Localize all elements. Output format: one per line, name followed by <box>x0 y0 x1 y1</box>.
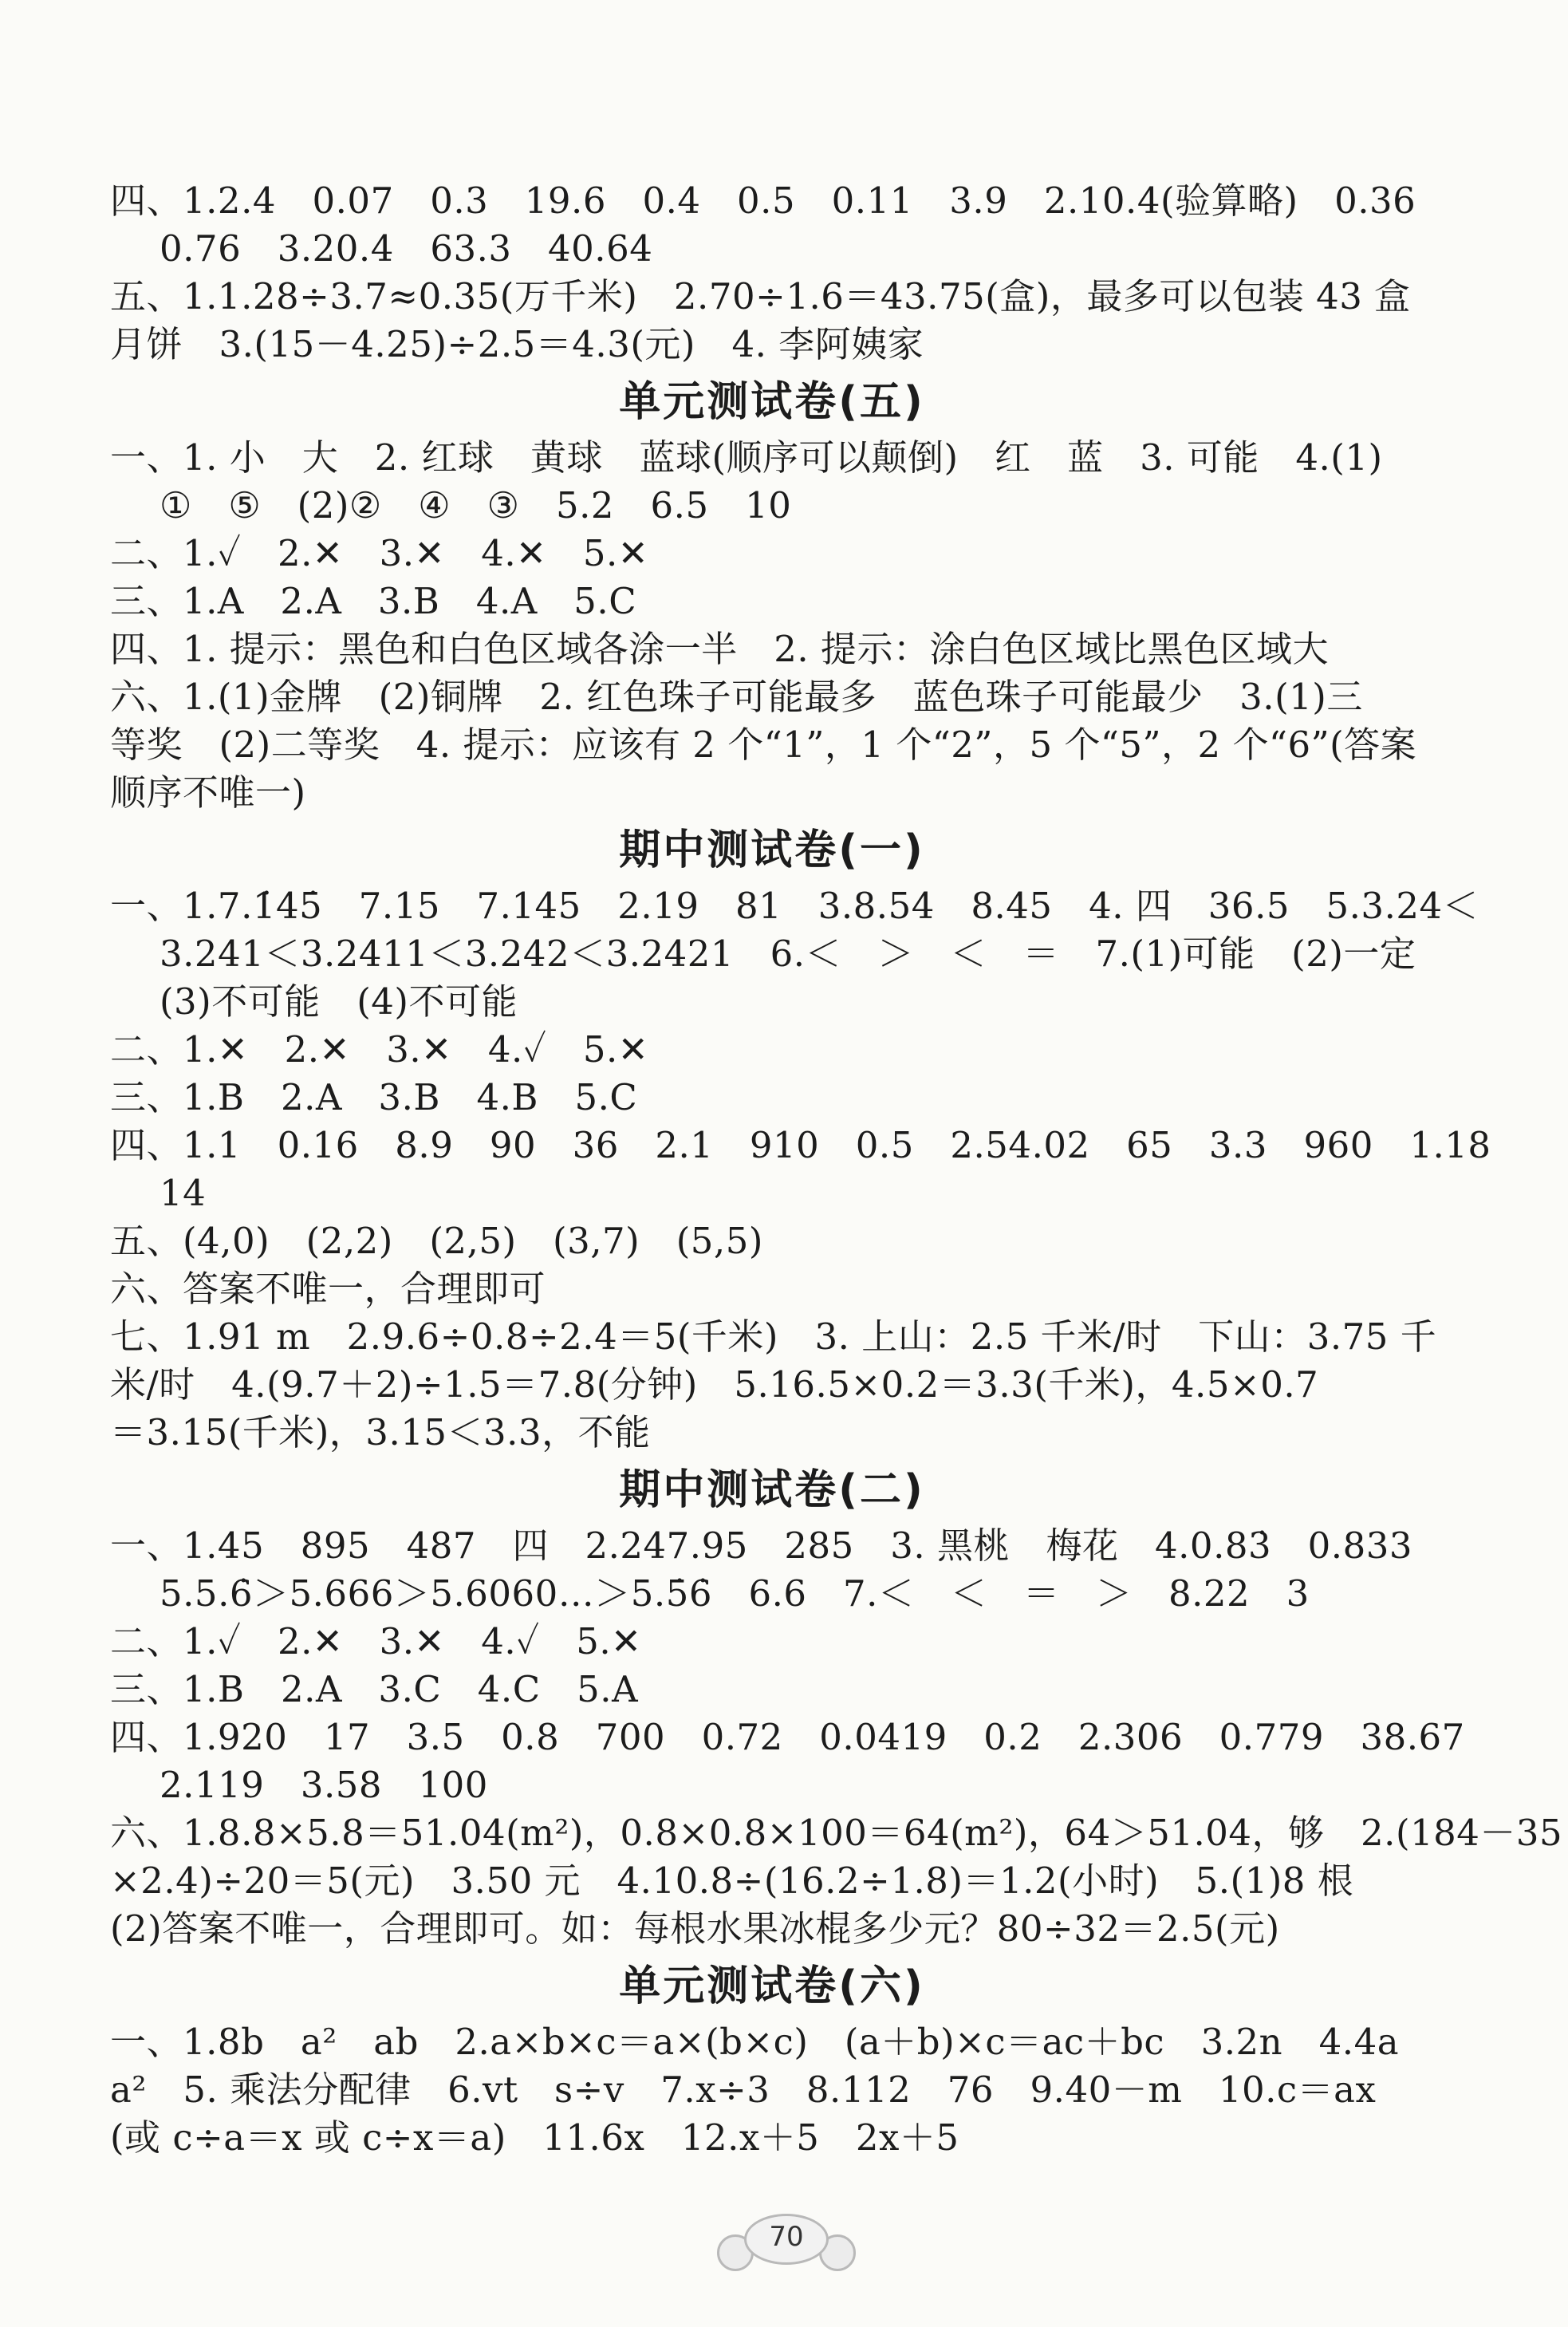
answer-line: 一、1.7.1̇45̇ 7.15 7.145 2.19 81 3.8.54 8.45 4. 四 36.5 5.3.24＜ <box>110 885 1479 927</box>
answer-line: 二、1.✕ 2.✕ 3.✕ 4.✓ 5.✕ <box>110 1028 649 1071</box>
answer-line: 四、1.1 0.16 8.9 90 36 2.1 910 0.5 2.54.02 65 3.3 960 1.18 <box>110 1124 1491 1166</box>
answer-line: 四、1.2.4 0.07 0.3 19.6 0.4 0.5 0.11 3.9 2.10.4(验算略) 0.36 <box>110 179 1416 222</box>
answer-line: 六、1.(1)金牌 (2)铜牌 2. 红色珠子可能最多 蓝色珠子可能最少 3.(1)三 <box>110 676 1363 718</box>
answer-line: 一、1. 小 大 2. 红球 黄球 蓝球(顺序可以颠倒) 红 蓝 3. 可能 4.(1) <box>110 436 1383 479</box>
section-heading: 单元测试卷(五) <box>619 378 925 426</box>
answer-line: 3.241＜3.2411＜3.242＜3.2421 6.＜ ＞ ＜ ＝ 7.(1)可能 (2)一定 <box>160 933 1416 975</box>
answer-line: 等奖 (2)二等奖 4. 提示：应该有 2 个“1”，1 个“2”，5 个“5”，2 个“6”(答案 <box>110 724 1417 766</box>
page-number-badge <box>712 2207 856 2271</box>
answer-line: 二、1.✓ 2.✕ 3.✕ 4.✓ 5.✕ <box>110 1620 642 1662</box>
answer-line: 三、1.B 2.A 3.C 4.C 5.A <box>110 1668 639 1710</box>
answer-line: 米/时 4.(9.7＋2)÷1.5＝7.8(分钟) 5.16.5×0.2＝3.3(千米)，4.5×0.7 <box>110 1363 1319 1406</box>
answer-line: 月饼 3.(15－4.25)÷2.5＝4.3(元) 4. 李阿姨家 <box>110 323 924 365</box>
section-heading: 期中测试卷(二) <box>619 1466 925 1514</box>
answer-line: ① ⑤ (2)② ④ ③ 5.2 6.5 10 <box>160 484 792 527</box>
answer-content <box>110 177 1563 2162</box>
answer-line: 四、1. 提示：黑色和白色区域各涂一半 2. 提示：涂白色区域比黑色区域大 <box>110 628 1329 670</box>
answer-line: 5.5.6̇＞5.666＞5.6060…＞5.5̇6̇ 6.6 7.＜ ＜ ＝ ＞ 8.22 3 <box>160 1572 1310 1615</box>
answer-line: (2)答案不唯一，合理即可。如：每根水果冰棍多少元？80÷32＝2.5(元) <box>110 1907 1280 1950</box>
answer-line: 六、1.8.8×5.8＝51.04(m²)，0.8×0.8×100＝64(m²)，64＞51.04，够 2.(184－35 <box>110 1812 1563 1854</box>
section-heading: 单元测试卷(六) <box>619 1962 925 2010</box>
answer-line: 一、1.45 895 487 四 2.247.95 285 3. 黑桃 梅花 4.0.83̇ 0.833 <box>110 1524 1412 1567</box>
answer-line: (或 c÷a＝x 或 c÷x＝a) 11.6x 12.x＋5 2x＋5 <box>110 2116 959 2159</box>
answer-line: 五、1.1.28÷3.7≈0.35(万千米) 2.70÷1.6＝43.75(盒)，最多可以包装 43 盒 <box>110 275 1411 317</box>
answer-line: (3)不可能 (4)不可能 <box>160 980 518 1023</box>
answer-line: 顺序不唯一) <box>110 771 306 814</box>
answer-line: ＝3.15(千米)，3.15＜3.3，不能 <box>110 1411 651 1453</box>
answer-line: 四、1.920 17 3.5 0.8 700 0.72 0.0419 0.2 2.306 0.779 38.67 <box>110 1716 1465 1758</box>
answer-line: 六、答案不唯一，合理即可 <box>110 1268 546 1310</box>
page-number: 70 <box>769 2221 804 2253</box>
answer-line: a² 5. 乘法分配律 6.vt s÷v 7.x÷3 8.112 76 9.40－m 10.c＝ax <box>110 2069 1377 2111</box>
answer-line: 二、1.✓ 2.✕ 3.✕ 4.✕ 5.✕ <box>110 532 649 574</box>
answer-line: 2.119 3.58 100 <box>160 1764 488 1806</box>
section-heading: 期中测试卷(一) <box>619 826 925 874</box>
answer-line: 三、1.B 2.A 3.B 4.B 5.C <box>110 1076 638 1118</box>
answer-line: 五、(4,0) (2,2) (2,5) (3,7) (5,5) <box>110 1220 763 1262</box>
answer-line: 三、1.A 2.A 3.B 4.A 5.C <box>110 580 637 622</box>
answer-line: ×2.4)÷20＝5(元) 3.50 元 4.10.8÷(16.2÷1.8)＝1.2(小时) 5.(1)8 根 <box>110 1860 1354 1902</box>
answer-line: 0.76 3.20.4 63.3 40.64 <box>160 227 653 270</box>
answer-line: 一、1.8b a² ab 2.a×b×c＝a×(b×c) (a＋b)×c＝ac＋bc 3.2n 4.4a <box>110 2021 1400 2063</box>
answer-line: 14 <box>160 1172 207 1214</box>
answer-line: 七、1.91 m 2.9.6÷0.8÷2.4＝5(千米) 3. 上山：2.5 千米/时 下山：3.75 千 <box>110 1315 1437 1358</box>
